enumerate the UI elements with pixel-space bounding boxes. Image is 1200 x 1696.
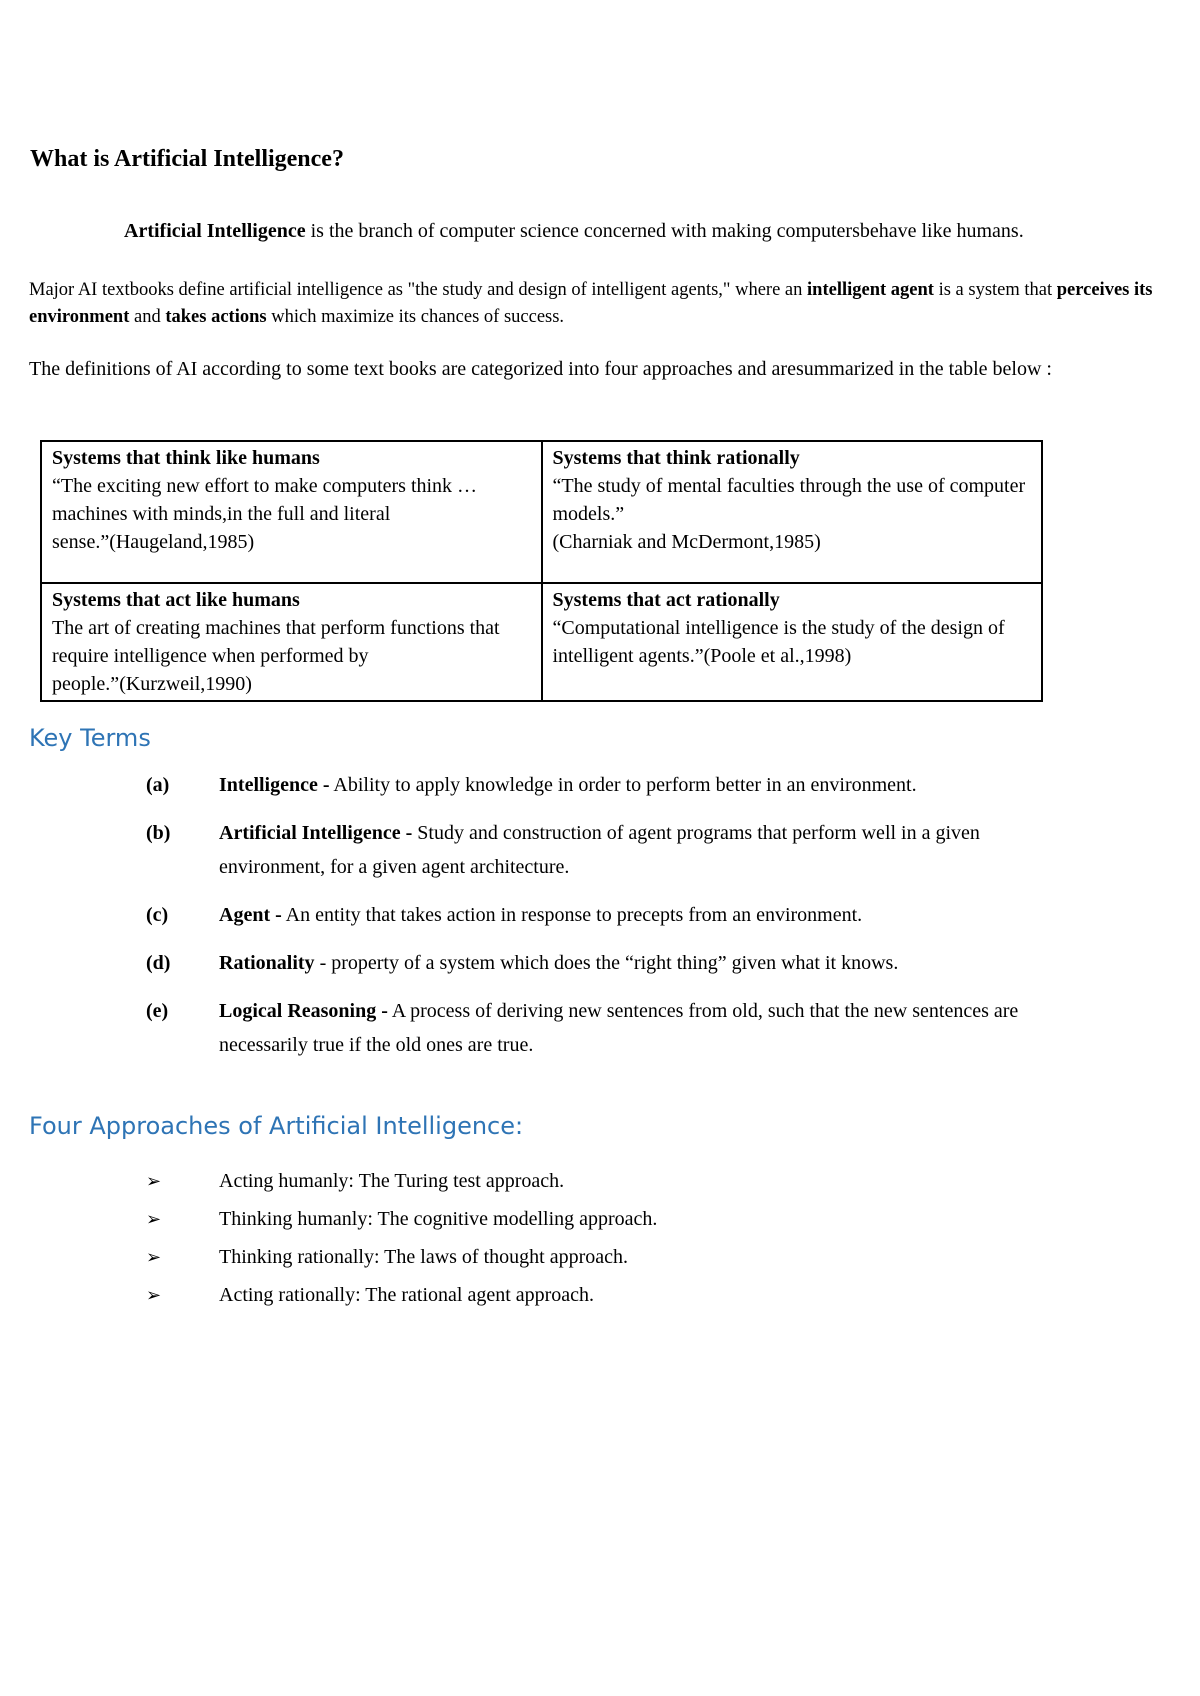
approaches-intro-paragraph: The definitions of AI according to some text books are categorized into four approaches and aresummarized in the table below : [29,358,1052,380]
cell-act-humans [41,583,542,701]
list-item [0,1162,1200,1200]
cell-citation: (Charniak and McDermont,1985) [552,531,821,553]
arrowhead-bullet-icon: ➢ [146,1171,162,1191]
definition-bold-perceives: perceives its environment [29,280,1153,327]
list-item [0,994,1079,1062]
list-marker: (d) [146,952,171,974]
definition-bold-intelligent-agent: intelligent agent [807,280,934,300]
cell-heading: Systems that think rationally [552,447,800,469]
intro-paragraph [51,218,1171,245]
definition-text-3: and [129,307,166,327]
term-description: - property of a system which does the “right thing” given what it knows. [314,952,899,974]
four-approaches-list [0,1162,1200,1314]
term-description: Ability to apply knowledge in order to perform better in an environment. [329,774,917,796]
term-description: An entity that takes action in response to precepts from an environment. [281,904,863,926]
approach-text: Thinking rationally: The laws of thought approach. [219,1246,628,1268]
cell-body: “The study of mental faculties through the use of computer models.” [552,475,1026,525]
cell-heading: Systems that act like humans [52,589,300,611]
list-item [0,1200,1200,1238]
ai-approaches-table [40,440,1043,702]
cell-body: “The exciting new effort to make computers think … machines with minds,in the full and literal sense.”(Haugeland,1985) [52,475,478,553]
list-item [0,898,1079,932]
approach-text: Thinking humanly: The cognitive modelling approach. [219,1208,658,1230]
list-marker: (e) [146,1000,169,1022]
term-name: Intelligence - [219,774,330,796]
arrowhead-bullet-icon: ➢ [146,1247,162,1267]
term-name: Logical Reasoning - [219,1000,388,1022]
list-item [0,1276,1200,1314]
key-terms-list [0,768,1200,1076]
list-item [0,1238,1200,1276]
four-approaches-heading: Four Approaches of Artificial Intelligence: [29,1112,524,1140]
definition-bold-takes-actions: takes actions [165,307,267,327]
list-marker: (b) [146,822,171,844]
key-terms-heading: Key Terms [29,724,151,752]
cell-act-rationally [542,583,1043,701]
intro-term: Artificial Intelligence [124,220,306,242]
list-marker: (a) [146,774,170,796]
term-description: Study and construction of agent programs that perform well in a given environment, for a given agent architecture. [219,822,980,878]
term-name: Agent - [219,904,282,926]
cell-think-rationally [542,441,1043,583]
list-marker: (c) [146,904,169,926]
table-row [41,583,1042,701]
term-description: A process of deriving new sentences from old, such that the new sentences are necessarily true if the old ones are true. [219,1000,1019,1056]
definition-paragraph [29,277,1179,331]
cell-heading: Systems that think like humans [52,447,320,469]
table-row [41,441,1042,583]
cell-body: “Computational intelligence is the study of the design of intelligent agents.”(Poole et al.,1998) [552,617,1005,667]
intro-text: is the branch of computer science concerned with making computersbehave like humans. [305,220,1024,242]
term-name: Artificial Intelligence - [219,822,413,844]
cell-think-humans [41,441,542,583]
page-title: What is Artificial Intelligence? [30,146,344,172]
definition-text-1: Major AI textbooks define artificial intelligence as "the study and design of intelligent agents," where an [29,280,808,300]
arrowhead-bullet-icon: ➢ [146,1285,162,1305]
definition-text-2: is a system that [933,280,1057,300]
arrowhead-bullet-icon: ➢ [146,1209,162,1229]
cell-body: The art of creating machines that perform functions that require intelligence when performed by people.”(Kurzweil,1990) [52,617,500,695]
approach-text: Acting humanly: The Turing test approach. [219,1170,565,1192]
approach-text: Acting rationally: The rational agent approach. [219,1284,595,1306]
cell-heading: Systems that act rationally [552,589,780,611]
list-item [0,816,1079,884]
definition-text-4: which maximize its chances of success. [266,307,565,327]
term-name: Rationality [219,952,315,974]
list-item [0,946,1079,980]
list-item [0,768,1079,802]
